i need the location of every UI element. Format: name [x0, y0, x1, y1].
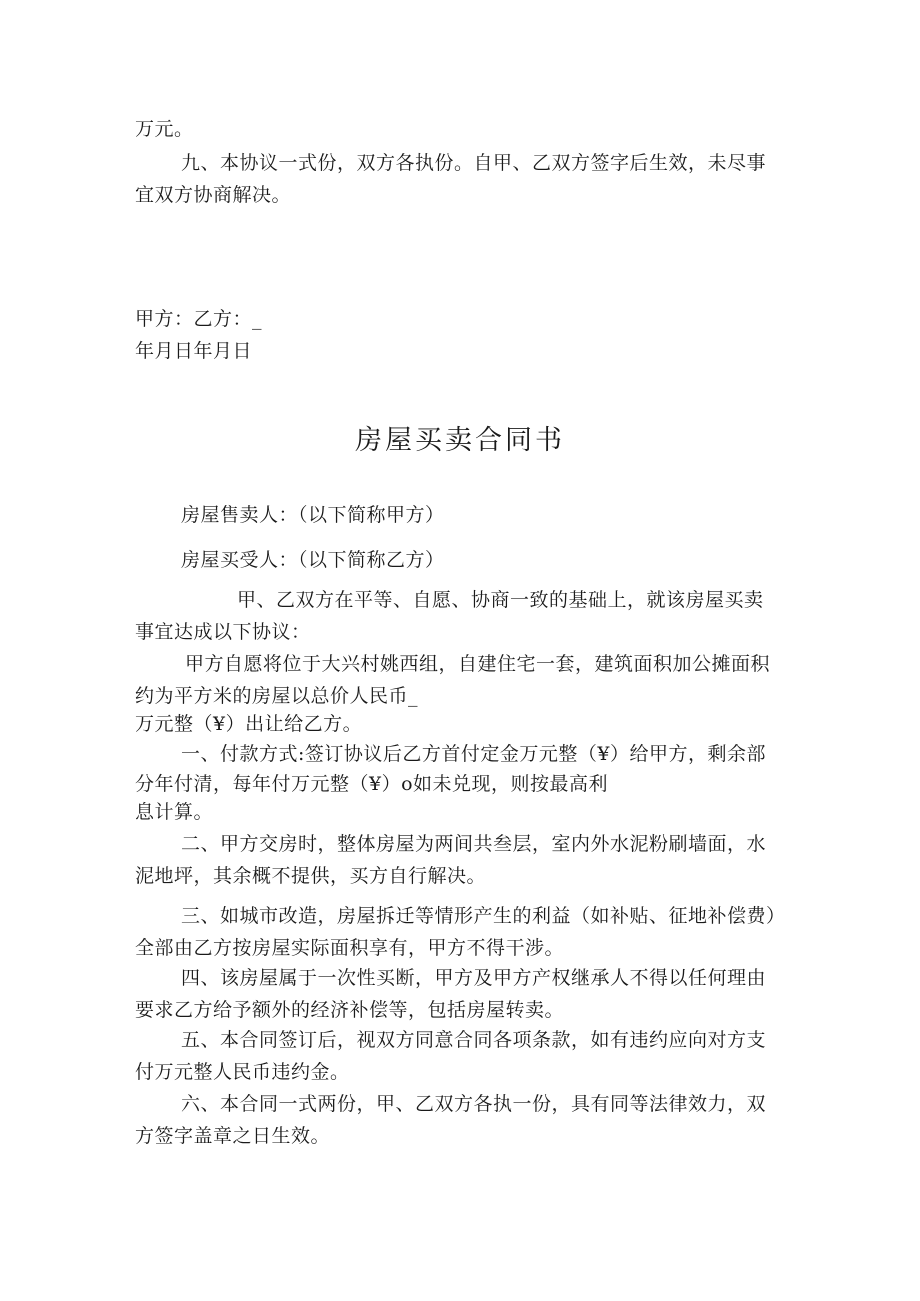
- clause-1-line-3: 息计算。: [135, 801, 214, 823]
- property-line-1: 甲方自愿将位于大兴村姚西组，自建住宅一套，建筑面积加公摊面积: [185, 653, 771, 675]
- clause-2-line-2: 泥地坪，其余概不提供，买方自行解决。: [135, 865, 487, 887]
- signature-parties: 甲方：乙方：_: [135, 308, 263, 330]
- intro-line-1: 甲、乙双方在平等、自愿、协商一致的基础上，就该房屋买卖: [237, 589, 764, 611]
- contract-title: 房屋买卖合同书: [355, 425, 565, 456]
- text-line-wanyuan: 万元。: [135, 118, 194, 140]
- clause-9-line-2: 宜双方协商解决。: [135, 184, 292, 206]
- clause-6-line-2: 方签字盖章之日生效。: [135, 1125, 331, 1147]
- intro-line-2: 事宜达成以下协议：: [135, 621, 311, 643]
- clause-3-line-1: 三、如城市改造，房屋拆迁等情形产生的利益（如补贴、征地补偿费）: [181, 905, 786, 927]
- clause-9-line-1: 九、本协议一式份，双方各执份。自甲、乙双方签字后生效，未尽事: [181, 152, 767, 174]
- seller-line: 房屋售卖人：（以下简称甲方）: [181, 504, 445, 526]
- clause-2-line-1: 二、甲方交房时，整体房屋为两间共叁层，室内外水泥粉刷墙面，水: [181, 833, 767, 855]
- property-line-3: 万元整（¥）出让给乙方。: [135, 713, 363, 735]
- clause-4-line-2: 要求乙方给予额外的经济补偿等，包括房屋转卖。: [135, 999, 565, 1021]
- clause-6-line-1: 六、本合同一式两份，甲、乙双方各执一份，具有同等法律效力，双: [181, 1093, 767, 1115]
- clause-5-line-1: 五、本合同签订后，视双方同意合同各项条款，如有违约应向对方支: [181, 1029, 767, 1051]
- clause-1-line-1: 一、付款方式:签订协议后乙方首付定金万元整（¥）给甲方，剩余部: [181, 743, 766, 765]
- clause-5-line-2: 付万元整人民币违约金。: [135, 1061, 350, 1083]
- clause-1-line-2: 分年付清，每年付万元整（¥）o如未兑现，则按最高利: [135, 773, 609, 795]
- clause-4-line-1: 四、该房屋属于一次性买断，甲方及甲方产权继承人不得以任何理由: [181, 967, 767, 989]
- buyer-line: 房屋买受人：（以下简称乙方）: [181, 549, 445, 571]
- clause-3-line-2: 全部由乙方按房屋实际面积享有，甲方不得干涉。: [135, 937, 565, 959]
- property-line-2: 约为平方米的房屋以总价人民币_: [135, 685, 419, 707]
- signature-dates: 年月日年月日: [135, 340, 253, 362]
